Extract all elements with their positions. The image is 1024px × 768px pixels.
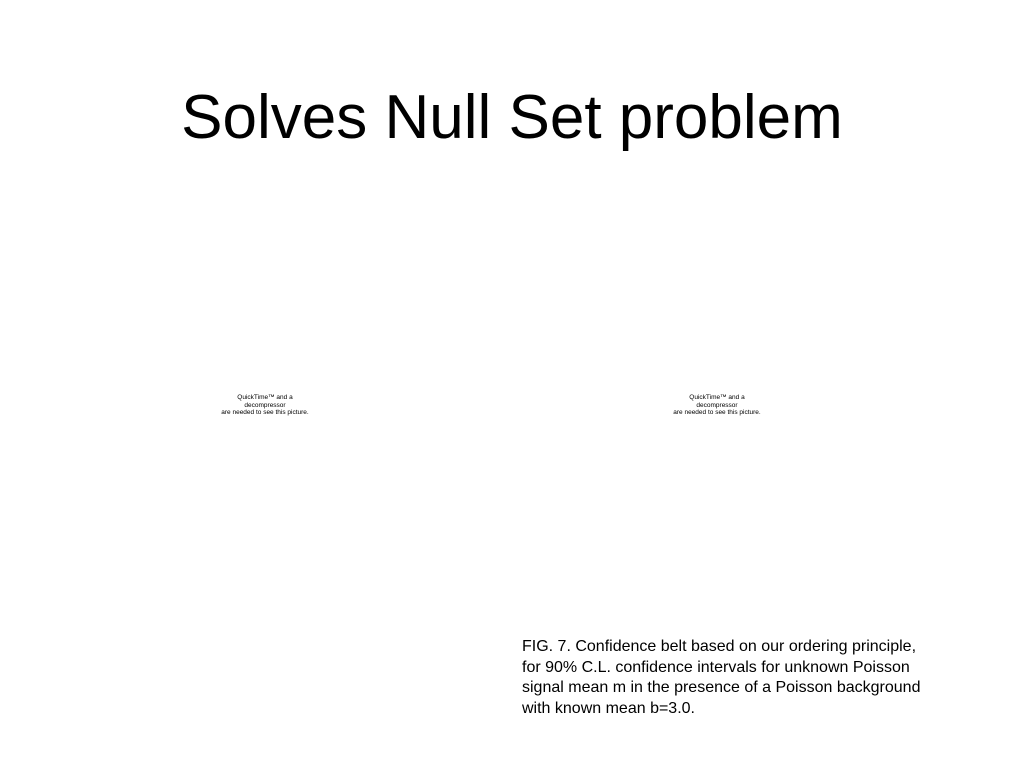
missing-picture-placeholder-right — [617, 394, 817, 417]
caption-line: FIG. 7. Confidence belt based on our ordering principle, — [522, 638, 917, 655]
placeholder-line: QuickTime™ and a — [689, 394, 745, 401]
missing-picture-placeholder-left — [165, 394, 365, 417]
placeholder-line: are needed to see this picture. — [221, 409, 309, 416]
placeholder-line: decompressor — [244, 401, 286, 409]
placeholder-line: decompressor — [696, 401, 738, 409]
slide-title: Solves Null Set problem — [181, 83, 843, 152]
placeholder-line: are needed to see this picture. — [673, 409, 761, 416]
caption-line: with known mean b=3.0. — [522, 699, 695, 717]
caption-line: signal mean m in the presence of a Poisson background — [522, 679, 921, 696]
caption-line: for 90% C.L. confidence intervals for unknown Poisson — [522, 658, 910, 676]
figure-caption — [522, 637, 962, 719]
placeholder-line: QuickTime™ and a — [237, 394, 293, 401]
